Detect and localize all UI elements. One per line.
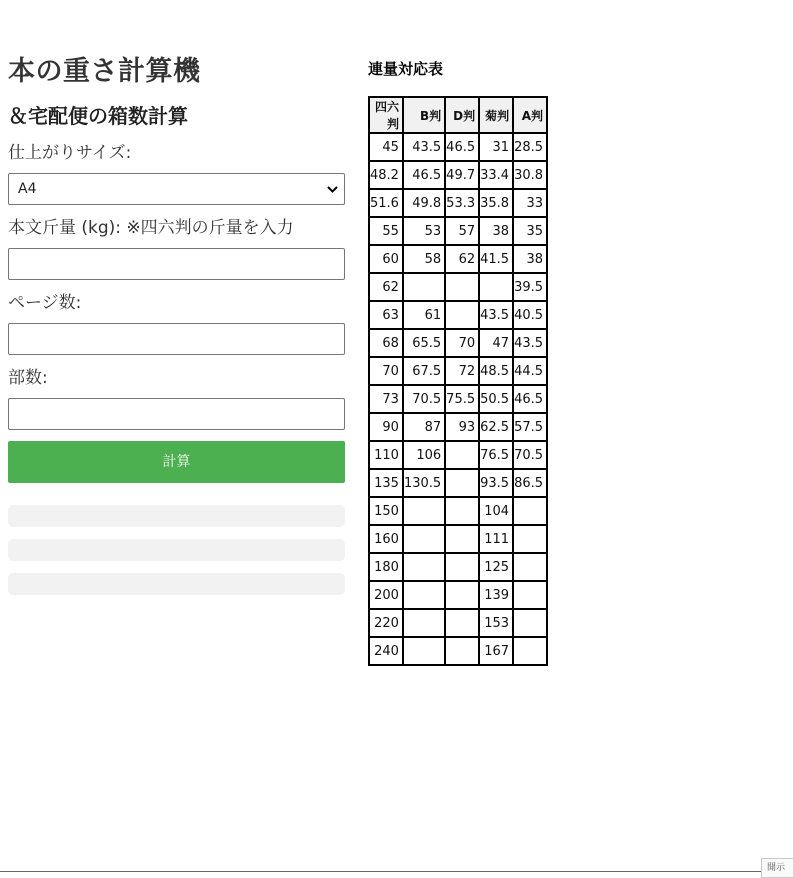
table-cell: 87	[403, 413, 445, 441]
table-cell: 75.5	[445, 385, 479, 413]
table-cell	[403, 637, 445, 665]
table-cell: 63	[369, 301, 403, 329]
table-row	[369, 385, 547, 413]
table-cell: 150	[369, 497, 403, 525]
table-cell: 76.5	[479, 441, 513, 469]
table-row	[369, 357, 547, 385]
table-cell	[513, 637, 547, 665]
table-cell: 43.5	[403, 133, 445, 161]
table-cell: 70	[445, 329, 479, 357]
table-cell: 53.3	[445, 189, 479, 217]
copies-input[interactable]	[8, 398, 345, 430]
table-cell: 72	[445, 357, 479, 385]
table-row	[369, 581, 547, 609]
weight-table-panel	[368, 58, 544, 659]
table-cell: 86.5	[513, 469, 547, 497]
table-cell: 31	[479, 133, 513, 161]
table-row	[369, 329, 547, 357]
table-cell: 62.5	[479, 413, 513, 441]
table-cell: 70.5	[403, 385, 445, 413]
table-cell	[445, 637, 479, 665]
table-row	[369, 497, 547, 525]
table-cell: 106	[403, 441, 445, 469]
calculate-button[interactable]: 計算	[8, 441, 345, 483]
table-cell: 30.8	[513, 161, 547, 189]
table-cell: 139	[479, 581, 513, 609]
col-header-b: B判	[403, 97, 445, 133]
table-cell: 70	[369, 357, 403, 385]
table-cell	[513, 581, 547, 609]
table-cell: 35.8	[479, 189, 513, 217]
table-cell: 33	[513, 189, 547, 217]
table-cell: 70.5	[513, 441, 547, 469]
table-cell: 50.5	[479, 385, 513, 413]
table-cell: 57.5	[513, 413, 547, 441]
table-cell: 93.5	[479, 469, 513, 497]
table-row	[369, 553, 547, 581]
table-cell: 46.5	[445, 133, 479, 161]
table-cell: 46.5	[513, 385, 547, 413]
table-row	[369, 217, 547, 245]
table-row	[369, 469, 547, 497]
table-cell	[479, 273, 513, 301]
table-cell: 180	[369, 553, 403, 581]
table-cell: 220	[369, 609, 403, 637]
table-cell: 38	[479, 217, 513, 245]
table-cell	[403, 273, 445, 301]
table-cell	[445, 581, 479, 609]
table-title: 連量対応表	[368, 60, 444, 78]
table-cell	[513, 525, 547, 553]
table-row	[369, 301, 547, 329]
table-cell	[445, 497, 479, 525]
weight-table	[368, 96, 548, 666]
table-cell	[445, 441, 479, 469]
table-cell: 61	[403, 301, 445, 329]
table-cell: 55	[369, 217, 403, 245]
col-header-a: A判	[513, 97, 547, 133]
table-cell: 43.5	[479, 301, 513, 329]
size-label: 仕上がりサイズ:	[8, 143, 132, 163]
corner-tab[interactable]: 開示	[761, 858, 793, 878]
copies-label: 部数:	[8, 368, 48, 388]
table-row	[369, 273, 547, 301]
table-cell: 110	[369, 441, 403, 469]
table-cell: 65.5	[403, 329, 445, 357]
table-cell: 35	[513, 217, 547, 245]
table-cell: 39.5	[513, 273, 547, 301]
size-select[interactable]	[8, 173, 345, 205]
table-cell: 51.6	[369, 189, 403, 217]
result-box-1	[8, 505, 345, 527]
col-header-shiroku: 四六判	[369, 97, 403, 133]
table-cell: 48.5	[479, 357, 513, 385]
table-row	[369, 161, 547, 189]
size-select-value: A4	[18, 181, 37, 197]
table-cell: 93	[445, 413, 479, 441]
table-cell	[445, 301, 479, 329]
table-cell	[513, 553, 547, 581]
chevron-down-icon	[326, 174, 338, 204]
table-cell: 67.5	[403, 357, 445, 385]
table-cell: 43.5	[513, 329, 547, 357]
table-cell: 62	[445, 245, 479, 273]
table-cell: 90	[369, 413, 403, 441]
table-cell	[445, 469, 479, 497]
table-row	[369, 441, 547, 469]
table-cell	[403, 609, 445, 637]
table-cell: 58	[403, 245, 445, 273]
result-box-2	[8, 539, 345, 561]
table-cell: 167	[479, 637, 513, 665]
table-cell: 68	[369, 329, 403, 357]
table-row	[369, 245, 547, 273]
table-cell: 53	[403, 217, 445, 245]
pages-label: ページ数:	[8, 293, 82, 313]
table-cell: 40.5	[513, 301, 547, 329]
table-cell: 49.7	[445, 161, 479, 189]
weight-label: 本文斤量 (kg): ※四六判の斤量を入力	[8, 218, 294, 238]
table-cell: 62	[369, 273, 403, 301]
table-cell: 160	[369, 525, 403, 553]
table-cell: 125	[479, 553, 513, 581]
pages-input[interactable]	[8, 323, 345, 355]
table-cell: 45	[369, 133, 403, 161]
table-cell: 38	[513, 245, 547, 273]
table-cell: 57	[445, 217, 479, 245]
table-cell	[445, 553, 479, 581]
table-cell	[445, 609, 479, 637]
page-subtitle: ＆宅配便の箱数計算	[8, 104, 188, 128]
table-cell: 49.8	[403, 189, 445, 217]
table-row	[369, 609, 547, 637]
table-cell	[403, 581, 445, 609]
table-cell	[403, 553, 445, 581]
table-cell: 28.5	[513, 133, 547, 161]
table-cell: 60	[369, 245, 403, 273]
table-row	[369, 637, 547, 665]
table-cell: 240	[369, 637, 403, 665]
page-title: 本の重さ計算機	[8, 56, 201, 87]
table-header-row	[369, 97, 547, 133]
table-cell	[513, 609, 547, 637]
table-cell: 46.5	[403, 161, 445, 189]
table-row	[369, 525, 547, 553]
table-cell: 44.5	[513, 357, 547, 385]
table-cell: 33.4	[479, 161, 513, 189]
table-cell: 130.5	[403, 469, 445, 497]
table-cell	[403, 525, 445, 553]
table-cell	[445, 273, 479, 301]
table-cell	[403, 497, 445, 525]
table-cell: 104	[479, 497, 513, 525]
col-header-d: D判	[445, 97, 479, 133]
table-row	[369, 413, 547, 441]
table-cell	[513, 497, 547, 525]
table-cell: 200	[369, 581, 403, 609]
table-row	[369, 133, 547, 161]
table-cell: 153	[479, 609, 513, 637]
calculator-panel	[8, 52, 345, 595]
result-box-3	[8, 573, 345, 595]
table-cell: 48.2	[369, 161, 403, 189]
table-cell: 111	[479, 525, 513, 553]
col-header-kiku: 菊判	[479, 97, 513, 133]
table-cell: 41.5	[479, 245, 513, 273]
table-row	[369, 189, 547, 217]
table-cell	[445, 525, 479, 553]
weight-input[interactable]	[8, 248, 345, 280]
table-cell: 73	[369, 385, 403, 413]
table-cell: 135	[369, 469, 403, 497]
table-cell: 47	[479, 329, 513, 357]
bottom-divider	[0, 871, 793, 872]
